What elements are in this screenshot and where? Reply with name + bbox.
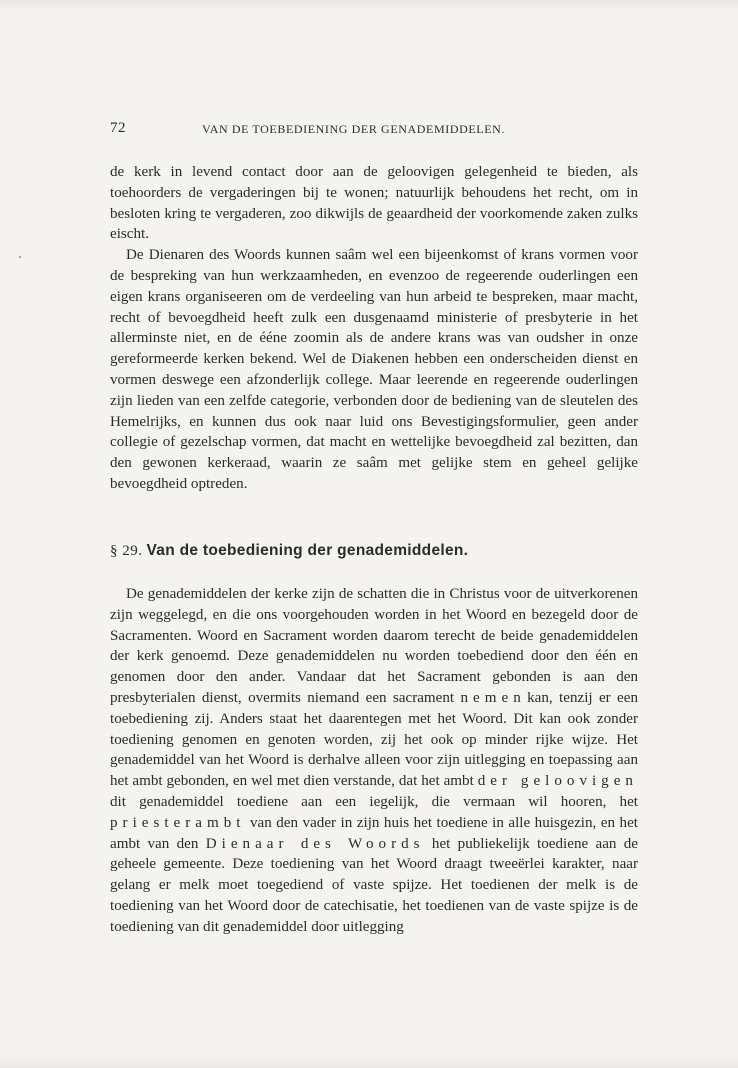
- text-run: n kan, tenzij er een toebediening zij. Anders staat het daarentegen met het Woord. Dit kan ook zonder toediening genomen en genoten worden, zij het ook op minder rijke wijze. Het genademiddel van het Woord is derhalve alleen voor zijn uitlegging en toepassing aan het ambt gebonden, en wel met dien verstande, dat het ambt: [110, 689, 638, 790]
- page-top-edge: [0, 0, 738, 10]
- emphasis-dienaar-des-woords: Dienaar des Woords: [205, 835, 425, 852]
- section-title: Van de toebediening der genademiddelen.: [146, 542, 469, 559]
- paragraph-continued: de kerk in levend contact door aan de geloovigen gelegenheid te bieden, als toehoorders de vergaderingen bij te wonen; natuurlijk behoudens het recht, om in besloten kring te vergaderen, zoo dikwijls de geaardheid der voorkomende zaken zulks eischt.: [110, 164, 638, 243]
- text-run: De genademiddelen der kerke zijn de schatten die in Christus voor de uitverkorenen zijn weggelegd, en die ons voorgehouden worden in het Woord en bezegeld door de Sacramenten. Woord en Sacrament worden daarom terecht de beide genademiddelen der kerk genoemd. Deze genademiddelen nu worden toebediend door den één en genomen door den ander. Vandaar dat het Sacrament gebonden is aan den presbyterialen dienst, overmits niemand een sacrament: [110, 586, 638, 706]
- page-header: [110, 120, 640, 138]
- text-block-section-29: [110, 584, 638, 938]
- text-block-continuation: [110, 162, 638, 495]
- paragraph-genademiddelen: [110, 584, 638, 938]
- page-bottom-edge: [0, 1054, 738, 1068]
- emphasis-der-geloovigen: der geloovigen: [477, 773, 638, 790]
- paragraph-dienaren: De Dienaren des Woords kunnen saâm wel een bijeenkomst of krans vormen voor de bespreking van hun werkzaamheden, en evenzoo de regeerende ouderlingen een eigen krans organiseeren om de verdeeling van hun arbeid te bespreken, maar macht, recht of bevoegdheid heeft zulk een dusgenaamd ministerie of presbyterie in het allerminste niet, en de ééne zoomin als de andere krans was van oudsher in onze gereformeerde kerken bekend. Wel de Diakenen hebben een onderscheiden dienst en vormen deswege een afzonderlijk college. Maar leerende en regeerende ouderlingen zijn lieden van een zelfde categorie, verbonden door de bediening van de sleutelen des Hemelrijks, en kunnen dus ook naar luid ons Bevestigingsformulier, geen ander collegie of gezelschap vormen, dat macht en wettelijke bevoegdheid zal bezitten, dan den gewonen kerkeraad, waarin ze saâm met gelijke stem en geheel gelijke bevoegdheid optreden.: [110, 247, 638, 492]
- running-title: VAN DE TOEBEDIENING DER GENADEMIDDELEN.: [202, 122, 506, 136]
- text-run: het publiekelijk toediene aan de geheele gemeente. Deze toediening van het Woord draagt tweeërlei karakter, naar gelang er melk moet toegediend of vaste spijze. Het toedienen der melk is de toediening van het Woord door de catechisatie, het toedienen van de vaste spijze is de toediening van dit genademiddel door uitlegging: [110, 835, 639, 935]
- page-number: 72: [110, 120, 126, 136]
- text-run: van den vader in zijn huis het toediene in alle huisgezin, en het ambt van den: [110, 814, 638, 852]
- emphasis-neme: neme: [460, 689, 514, 706]
- emphasis-priesterambt: priesterambt: [110, 814, 246, 831]
- section-number: § 29.: [110, 543, 143, 559]
- text-run: dit genademiddel toediene aan een iegelijk, die vermaan wil hooren, het: [110, 793, 638, 810]
- section-heading: [110, 542, 638, 566]
- margin-speck: [19, 256, 21, 258]
